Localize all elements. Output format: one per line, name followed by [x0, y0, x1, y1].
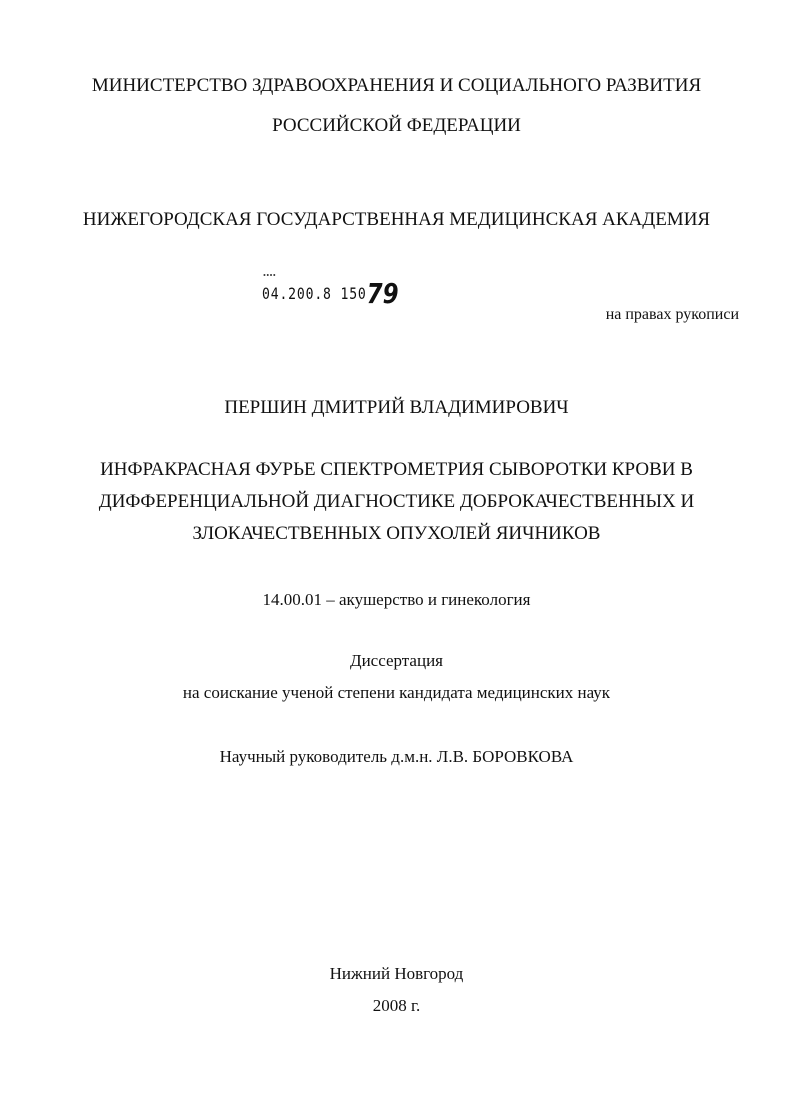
degree-line: на соискание ученой степени кандидата медицинских наук	[182, 683, 611, 702]
specialty-code: 14.00.01 – акушерство и гинекология	[262, 590, 531, 609]
title-line-1: ИНФРАКРАСНАЯ ФУРЬЕ СПЕКТРОМЕТРИЯ СЫВОРОТКИ КРОВИ В	[100, 459, 693, 480]
title-line-2: ДИФФЕРЕНЦИАЛЬНОЙ ДИАГНОСТИКЕ ДОБРОКАЧЕСТВЕННЫХ И	[98, 491, 695, 512]
registration-number	[262, 277, 399, 310]
work-type: Диссертация	[349, 651, 443, 670]
title-line-3: ЗЛОКАЧЕСТВЕННЫХ ОПУХОЛЕЙ ЯИЧНИКОВ	[192, 523, 601, 544]
registration-mark	[264, 274, 275, 278]
supervisor-line: Научный руководитель д.м.н. Л.В. БОРОВКОВА	[219, 747, 574, 766]
registration-number-main: 04.200.8 150	[262, 284, 367, 303]
ministry-line-1: МИНИСТЕРСТВО ЗДРАВООХРАНЕНИЯ И СОЦИАЛЬНОГО РАЗВИТИЯ	[91, 75, 702, 96]
academy-name: НИЖЕГОРОДСКАЯ ГОСУДАРСТВЕННАЯ МЕДИЦИНСКАЯ АКАДЕМИЯ	[82, 209, 711, 230]
ministry-line-2: РОССИЙСКОЙ ФЕДЕРАЦИИ	[272, 115, 521, 136]
author-name: ПЕРШИН ДМИТРИЙ ВЛАДИМИРОВИЧ	[224, 397, 569, 418]
rights-note: на правах рукописи	[605, 306, 739, 323]
year: 2008 г.	[372, 996, 421, 1015]
registration-number-tail: 79	[366, 277, 399, 310]
city: Нижний Новгород	[329, 964, 464, 983]
